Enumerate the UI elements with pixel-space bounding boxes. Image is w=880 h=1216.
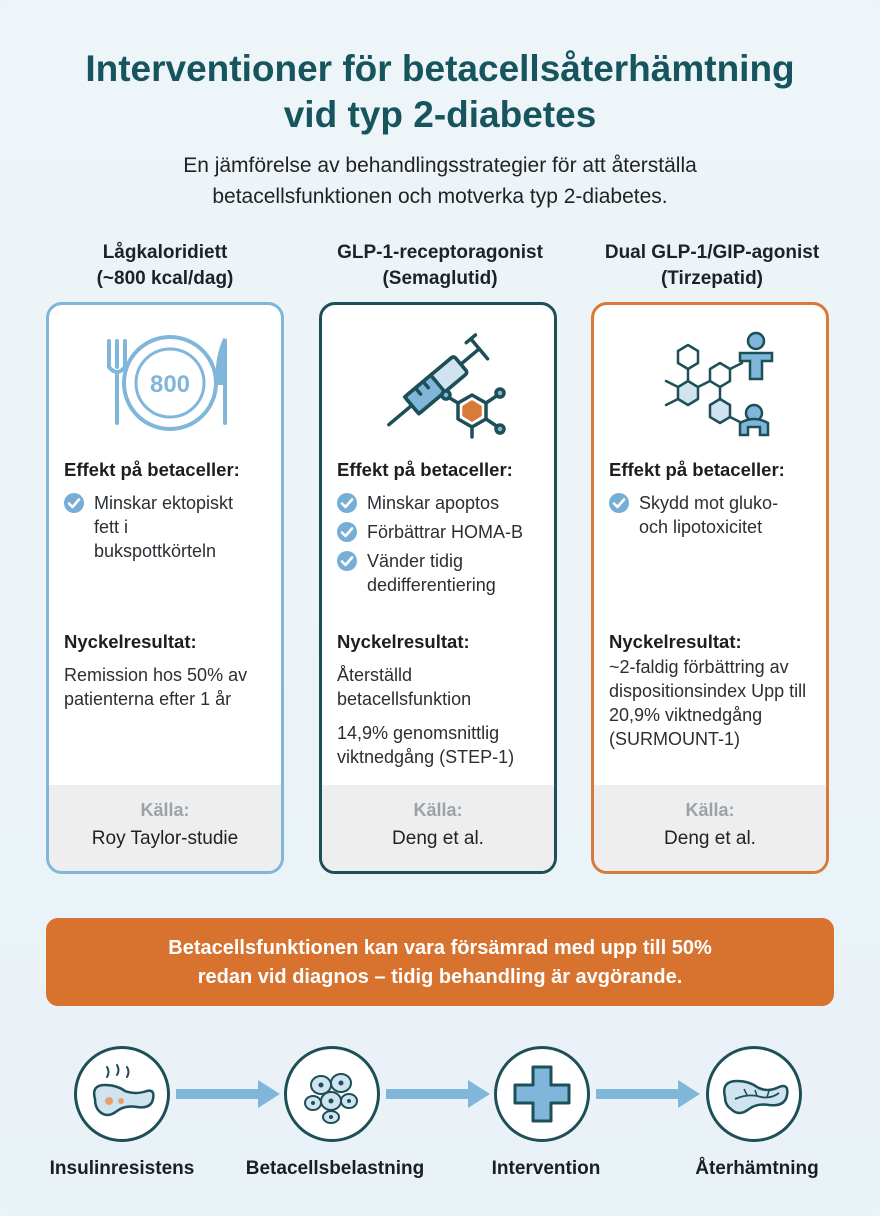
source-box (322, 785, 554, 871)
effect-item (609, 491, 814, 539)
column-heading-line-1: Lågkaloridiett (102, 242, 228, 263)
effect-label: Effekt på betaceller: (609, 459, 785, 480)
key-results (64, 629, 273, 721)
card-diet (46, 302, 284, 874)
source-box (594, 785, 826, 871)
flow-label-insulin-resistance: Insulinresistens (49, 1158, 195, 1179)
stressed-pancreas-icon (74, 1046, 170, 1142)
check-icon (609, 493, 629, 513)
flow-label-recovery: Återhämtning (695, 1158, 819, 1179)
card-glp1 (319, 302, 557, 874)
effect-text: Vänder tidig dedifferentiering (367, 551, 496, 595)
effect-label: Effekt på betaceller: (64, 459, 240, 480)
title-line-1: Interventioner för betacellsåterhämtning (85, 48, 795, 89)
key-result-text: 14,9% genomsnittlig viktnedgång (STEP-1) (337, 723, 515, 767)
key-result-text: Återställd betacellsfunktion (337, 665, 472, 709)
flow-arrow-icon (596, 1078, 702, 1110)
source-value: Deng et al. (392, 828, 484, 849)
effect-list (337, 491, 542, 597)
effect-item (337, 549, 542, 597)
card-effects (64, 457, 269, 568)
card-effects (609, 457, 814, 544)
warning-banner (46, 918, 834, 1006)
effect-text: Förbättrar HOMA-B (367, 522, 524, 542)
flow-label-intervention: Intervention (491, 1158, 601, 1179)
effect-label: Effekt på betaceller: (337, 459, 513, 480)
effect-text: Skydd mot gluko- och lipotoxicitet (639, 493, 779, 537)
source-box (49, 785, 281, 871)
key-result-text: Remission hos 50% av patienterna efter 1 år (64, 665, 248, 709)
check-icon (337, 551, 357, 571)
cell-cluster-icon (284, 1046, 380, 1142)
subtitle-line-2: betacellsfunktionen och motverka typ 2-diabetes. (212, 185, 668, 208)
column-heading-line-2: (~800 kcal/dag) (96, 268, 234, 289)
flow-arrow-icon (176, 1078, 282, 1110)
effect-text: Minskar ektopiskt fett i bukspottkörteln (94, 493, 234, 561)
syringe-molecule-icon (322, 323, 557, 443)
check-icon (64, 493, 84, 513)
column-heading-line-2: (Semaglutid) (382, 268, 498, 289)
key-label: Nyckelresultat: (64, 631, 197, 652)
effect-list (64, 491, 269, 563)
source-label: Källa: (140, 800, 190, 820)
check-icon (337, 522, 357, 542)
key-label: Nyckelresultat: (609, 631, 742, 652)
column-heading-line-1: Dual GLP-1/GIP-agonist (604, 242, 820, 263)
plate-fork-knife-icon (49, 323, 284, 443)
molecule-receptor-icon (594, 323, 829, 443)
effect-item (337, 491, 542, 515)
source-value: Deng et al. (664, 828, 756, 849)
medical-cross-icon (494, 1046, 590, 1142)
key-results (337, 629, 546, 779)
effect-item (337, 520, 542, 544)
card-dual (591, 302, 829, 874)
column-heading-glp1 (310, 240, 570, 292)
flow-label-beta-cell-stress: Betacellsbelastning (245, 1158, 425, 1179)
subtitle-line-1: En jämförelse av behandlingsstrategier för att återställa (183, 154, 697, 177)
healthy-pancreas-icon (706, 1046, 802, 1142)
check-icon (337, 493, 357, 513)
plate-value-text: 800 (149, 371, 191, 398)
key-results (609, 629, 818, 761)
banner-line-2: redan vid diagnos – tidig behandling är avgörande. (197, 966, 683, 988)
page-subtitle (40, 150, 840, 212)
page-title (20, 46, 860, 138)
source-value: Roy Taylor-studie (91, 828, 239, 849)
column-heading-line-1: GLP-1-receptoragonist (337, 242, 543, 263)
card-effects (337, 457, 542, 602)
effect-item (64, 491, 269, 563)
effect-text: Minskar apoptos (367, 493, 500, 513)
title-line-2: vid typ 2-diabetes (283, 94, 597, 135)
source-label: Källa: (413, 800, 463, 820)
banner-line-1: Betacellsfunktionen kan vara försämrad med upp till 50% (168, 937, 712, 959)
column-heading-dual (582, 240, 842, 292)
flow-arrow-icon (386, 1078, 492, 1110)
column-heading-diet (35, 240, 295, 292)
source-label: Källa: (685, 800, 735, 820)
column-heading-line-2: (Tirzepatid) (660, 268, 764, 289)
effect-list (609, 491, 814, 539)
key-label: Nyckelresultat: (337, 631, 470, 652)
key-result-text: ~2-faldig förbättring av dispositionsindex Upp till 20,9% viktnedgång (SURMOUNT-1) (609, 657, 807, 749)
